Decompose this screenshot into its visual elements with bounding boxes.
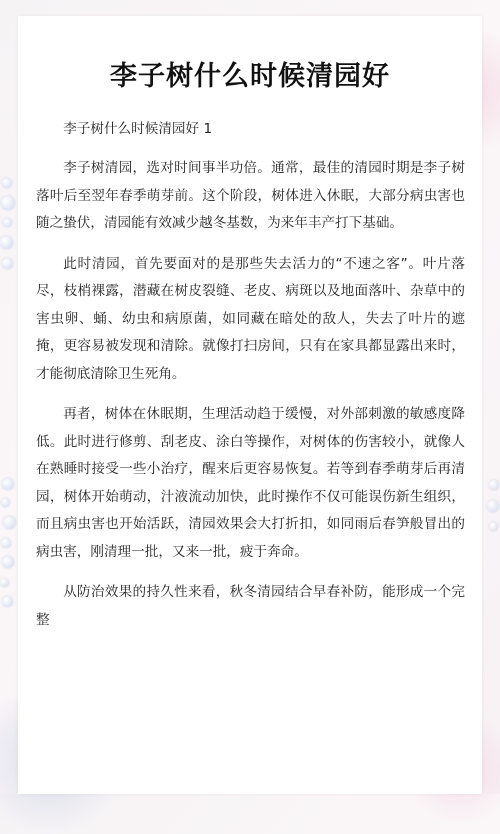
article-paragraph: 此时清园，首先要面对的是那些失去活力的“不速之客”。叶片落尽，枝梢裸露，潜藏在树皮裂缝、老皮、病斑以及地面落叶、杂草中的害虫卵、蛹、幼虫和病原菌，如同藏在暗处的敌人，失去了叶片的遮掩，更容易被发现和清除。就像打扫房间，只有在家具都显露出来时，才能彻底清除卫生死角。 xyxy=(36,255,465,382)
decorative-bubble xyxy=(1,538,11,548)
article-subtitle: 李子树什么时候清园好 1 xyxy=(63,121,213,137)
article-card xyxy=(18,16,482,794)
decorative-bubble xyxy=(489,480,499,490)
decorative-bubble xyxy=(1,196,15,210)
decorative-bubble xyxy=(2,178,12,188)
decorative-bubble xyxy=(487,500,499,512)
decorative-bubble xyxy=(3,516,16,529)
decorative-bubble xyxy=(2,258,13,269)
decorative-bubble xyxy=(2,478,14,490)
decorative-bubble xyxy=(2,596,13,607)
decorative-bubble xyxy=(0,236,13,249)
article-title: 李子树什么时候清园好 xyxy=(110,61,390,92)
article-paragraph: 从防治效果的持久性来看，秋冬清园结合早春补防，能形成一个完整 xyxy=(36,584,465,628)
article-body xyxy=(36,116,465,634)
decorative-bubble xyxy=(489,522,498,531)
decorative-bubble xyxy=(1,498,10,507)
decorative-bubble xyxy=(0,578,9,587)
decorative-bubble xyxy=(2,556,14,568)
decorative-bubble xyxy=(3,218,12,227)
article-paragraph: 李子树清园，选对时间事半功倍。通常，最佳的清园时期是李子树落叶后至翌年春季萌芽前。这个阶段，树体进入休眠，大部分病虫害也随之蛰伏，清园能有效减少越冬基数，为来年丰产打下基础。 xyxy=(36,160,465,231)
article-paragraph: 再者，树体在休眠期，生理活动趋于缓慢，对外部刺激的敏感度降低。此时进行修剪、刮老皮、涂白等操作，对树体的伤害较小，就像人在熟睡时接受一些小治疗，醒来后更容易恢复。若等到春季萌芽后再清园，树体开始萌动，汁液流动加快，此时操作不仅可能误伤新生组织，而且病虫害也开始活跃，清园效果会大打折扣，如同雨后春笋般冒出的病虫害，刚清理一批，又来一批，疲于奔命。 xyxy=(36,406,465,560)
